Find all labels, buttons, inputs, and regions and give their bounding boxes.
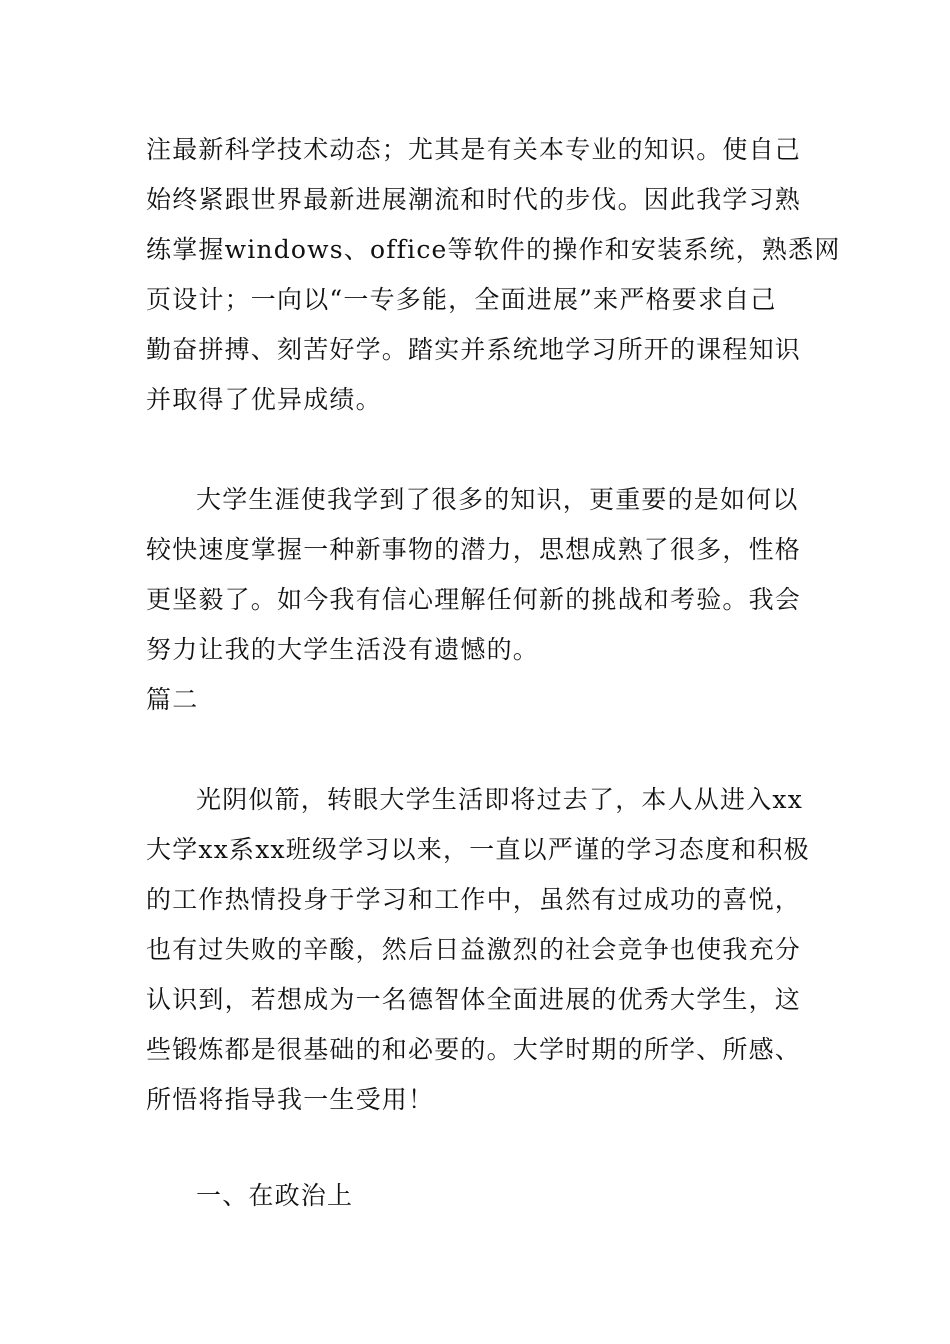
paragraph-line: 始终紧跟世界最新进展潮流和时代的步伐。因此我学习熟 xyxy=(146,185,802,214)
paragraph-line: 些锻炼都是很基础的和必要的。大学时期的所学、所感、 xyxy=(146,1035,802,1064)
paragraph-line: 的工作热情投身于学习和工作中，虽然有过成功的喜悦， xyxy=(146,885,802,914)
paragraph-line: 并取得了优异成绩。 xyxy=(146,385,382,414)
paragraph-line: 勤奋拼搏、刻苦好学。踏实并系统地学习所开的课程知识 xyxy=(146,335,802,364)
paragraph-line: 大学生涯使我学到了很多的知识，更重要的是如何以 xyxy=(196,485,799,514)
paragraph-line: 光阴似箭，转眼大学生活即将过去了，本人从进入xx xyxy=(196,785,804,814)
paragraph-line: 认识到，若想成为一名德智体全面进展的优秀大学生，这 xyxy=(146,985,802,1014)
paragraph-line: 注最新科学技术动态；尤其是有关本专业的知识。使自己 xyxy=(146,135,802,164)
section-heading: 一、在政治上 xyxy=(196,1181,354,1210)
paragraph-line: 所悟将指导我一生受用！ xyxy=(146,1085,435,1114)
paragraph-line: 练掌握windows、office等软件的操作和安装系统，熟悉网 xyxy=(146,235,841,264)
paragraph-line: 更坚毅了。如今我有信心理解任何新的挑战和考验。我会 xyxy=(146,585,802,614)
paragraph-line: 也有过失败的辛酸，然后日益激烈的社会竞争也使我充分 xyxy=(146,935,802,964)
section-label: 篇二 xyxy=(146,685,199,714)
paragraph-line: 大学xx系xx班级学习以来，一直以严谨的学习态度和积极 xyxy=(146,835,810,864)
paragraph-line: 努力让我的大学生活没有遗憾的。 xyxy=(146,635,540,664)
paragraph-line: 页设计；一向以“一专多能，全面进展”来严格要求自己 xyxy=(146,285,777,314)
paragraph-line: 较快速度掌握一种新事物的潜力，思想成熟了很多，性格 xyxy=(146,535,802,564)
